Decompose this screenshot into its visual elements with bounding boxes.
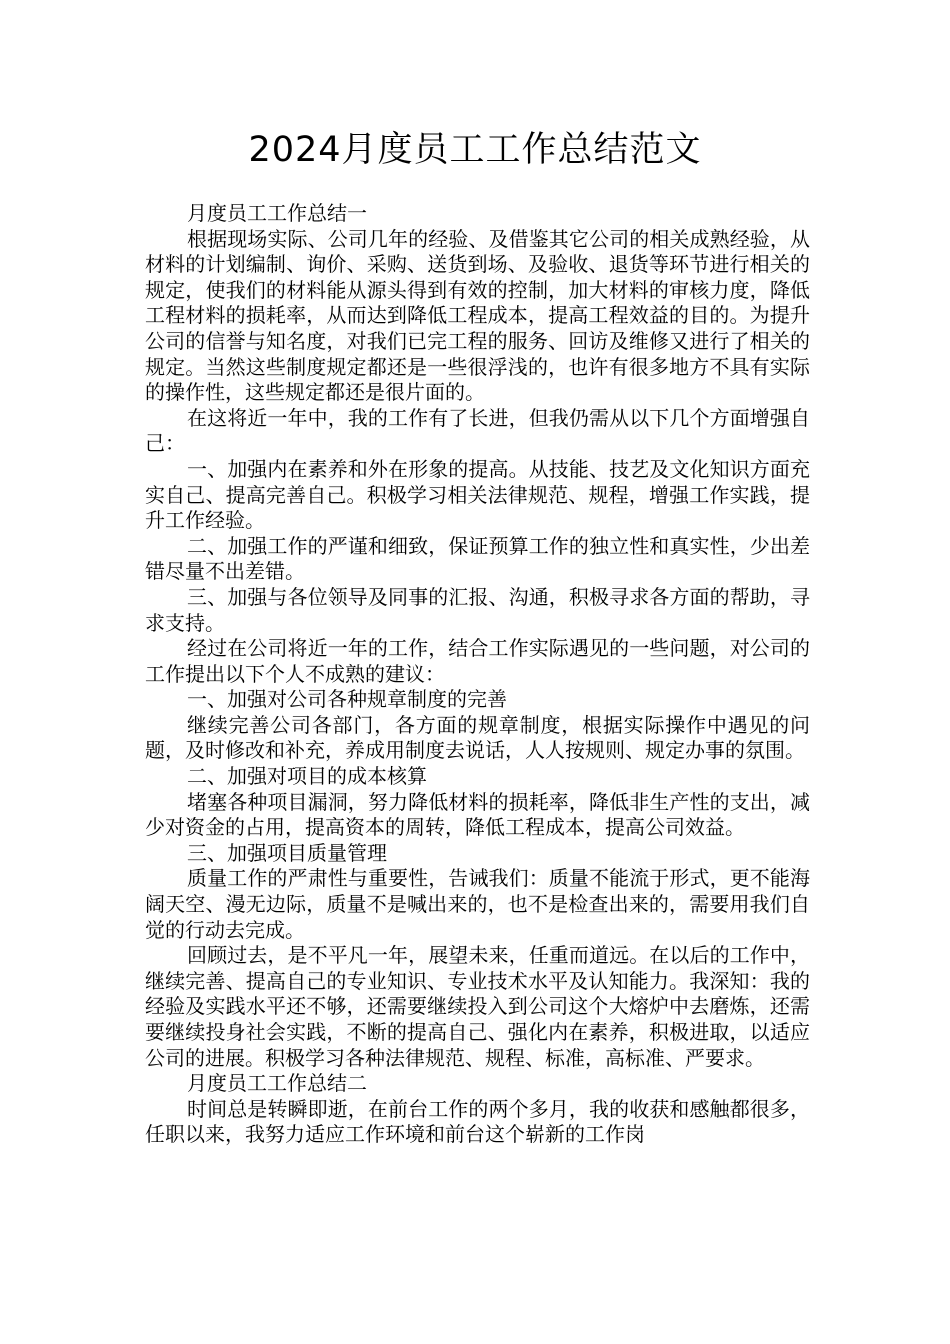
paragraph: 继续完善公司各部门，各方面的规章制度，根据实际操作中遇见的问题，及时修改和补充，养成用制度去说话，人人按规则、规定办事的氛围。: [145, 712, 810, 763]
paragraph: 质量工作的严肃性与重要性，告诫我们：质量不能流于形式，更不能海阔天空、漫无边际，质量不是喊出来的，也不是检查出来的，需要用我们自觉的行动去完成。: [145, 866, 810, 942]
paragraph: 二、加强工作的严谨和细致，保证预算工作的独立性和真实性，少出差错尽量不出差错。: [145, 533, 810, 584]
paragraph: 月度员工工作总结二: [187, 1071, 367, 1096]
paragraph: 三、加强项目质量管理: [187, 840, 387, 865]
document-body: [145, 201, 810, 1148]
paragraph: 一、加强对公司各种规章制度的完善: [187, 687, 507, 712]
paragraph: 堵塞各种项目漏洞，努力降低材料的损耗率，降低非生产性的支出，减少对资金的占用，提高资本的周转，降低工程成本，提高公司效益。: [145, 789, 810, 840]
paragraph: 时间总是转瞬即逝，在前台工作的两个多月，我的收获和感触都很多，任职以来，我努力适应工作环境和前台这个崭新的工作岗: [145, 1096, 810, 1147]
document-title: 2024月度员工工作总结范文: [248, 130, 702, 170]
paragraph: 在这将近一年中，我的工作有了长进，但我仍需从以下几个方面增强自己：: [145, 405, 810, 456]
paragraph: 三、加强与各位领导及同事的汇报、沟通，积极寻求各方面的帮助，寻求支持。: [145, 584, 810, 635]
paragraph: 月度员工工作总结一: [187, 201, 367, 225]
paragraph: 经过在公司将近一年的工作，结合工作实际遇见的一些问题，对公司的工作提出以下个人不成熟的建议：: [145, 636, 810, 686]
paragraph: 一、加强内在素养和外在形象的提高。从技能、技艺及文化知识方面充实自己、提高完善自己。积极学习相关法律规范、规程，增强工作实践，提升工作经验。: [145, 456, 810, 533]
paragraph: 根据现场实际、公司几年的经验、及借鉴其它公司的相关成熟经验，从材料的计划编制、询价、采购、送货到场、及验收、退货等环节进行相关的规定，使我们的材料能从源头得到有效的控制，加大材料的审核力度，降低工程材料的损耗率，从而达到降低工程成本，提高工程效益的目的。为提升公司的信誉与知名度，对我们已完工程的服务、回访及维修又进行了相关的规定。当然这些制度规定都还是一些很浮浅的，也许有很多地方不具有实际的操作性，这些规定都还是很片面的。: [145, 226, 810, 405]
paragraph: 二、加强对项目的成本核算: [187, 764, 427, 789]
paragraph: 回顾过去，是不平凡一年，展望未来，任重而道远。在以后的工作中，继续完善、提高自己的专业知识、专业技术水平及认知能力。我深知：我的经验及实践水平还不够，还需要继续投入到公司这个大熔炉中去磨炼，还需要继续投身社会实践，不断的提高自己、强化内在素养，积极进取，以适应公司的进展。积极学习各种法律规范、规程、标准，高标准、严要求。: [145, 943, 810, 1070]
